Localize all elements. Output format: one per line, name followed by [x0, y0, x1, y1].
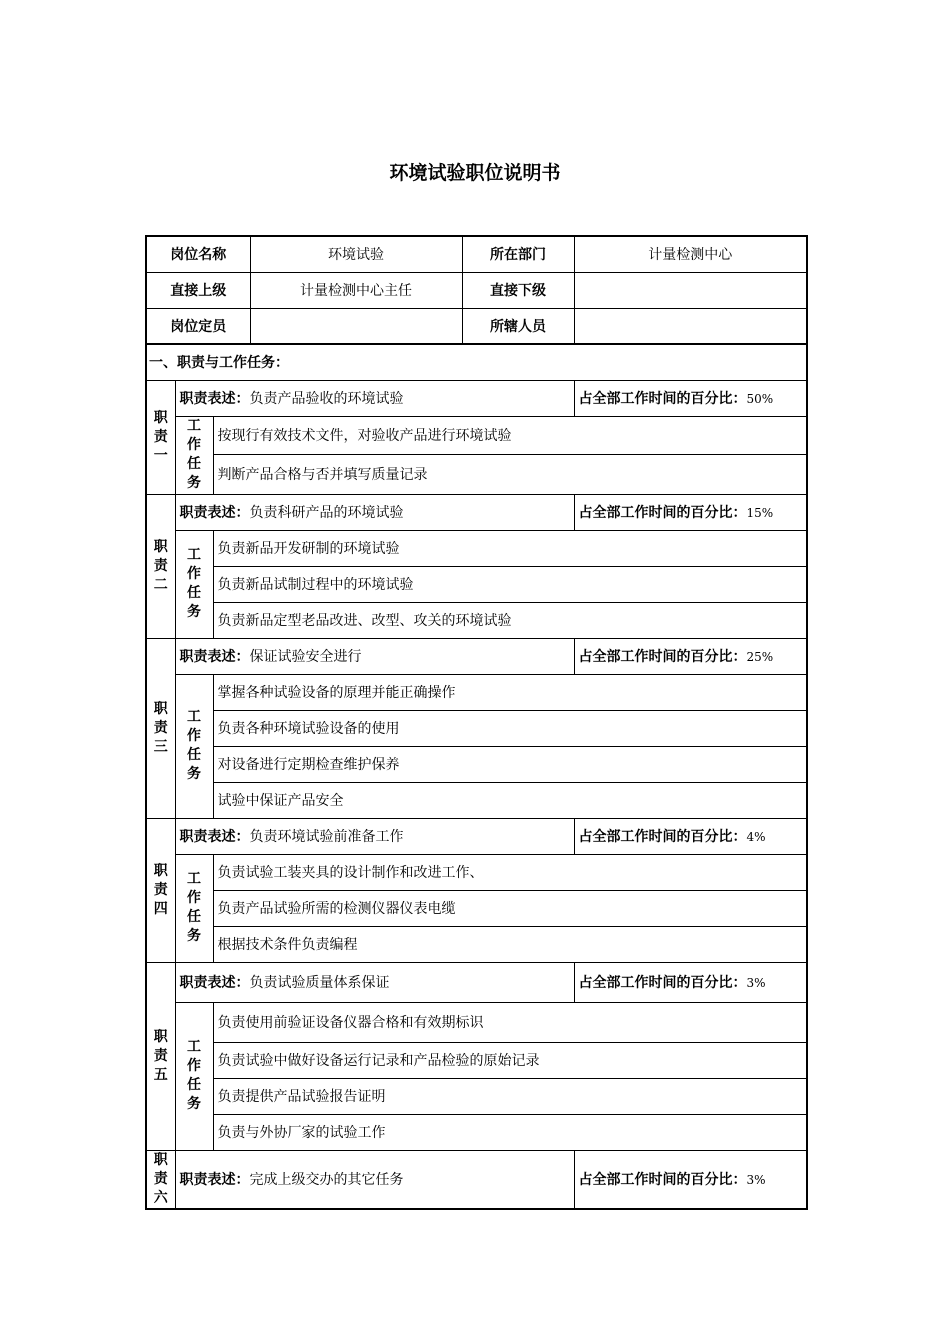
desc-label: 职责表述：: [179, 505, 250, 521]
task-row: [146, 1114, 807, 1150]
desc-text: 负责科研产品的环境试验: [249, 505, 404, 521]
job-description-table: [145, 235, 806, 1210]
task-row: [146, 674, 807, 710]
task-row: [146, 710, 807, 746]
duty-description: [175, 818, 574, 854]
pct-value: 50%: [746, 392, 774, 406]
duty-percentage: [574, 638, 807, 674]
desc-text: 完成上级交办的其它任务: [249, 1172, 404, 1188]
quota-label: 岗位定员: [146, 308, 250, 344]
duty-label: 职 责 四: [146, 818, 175, 962]
desc-label: 职责表述：: [179, 829, 250, 845]
pct-label: 占全部工作时间的百分比：: [578, 829, 747, 845]
section-row: [146, 344, 807, 380]
duty-desc-row: [146, 818, 807, 854]
pct-label: 占全部工作时间的百分比：: [578, 649, 747, 665]
subordinate-label: 直接下级: [462, 272, 574, 308]
duty-desc-row: [146, 962, 807, 1002]
document-title: 环境试验职位说明书: [389, 162, 561, 184]
desc-label: 职责表述：: [179, 1172, 250, 1188]
task-text: 负责试验工装夹具的设计制作和改进工作、: [213, 854, 807, 890]
task-row: [146, 416, 807, 454]
header-row-1: [146, 236, 807, 272]
task-row: [146, 566, 807, 602]
task-text: 负责使用前验证设备仪器合格和有效期标识: [213, 1002, 807, 1042]
pct-label: 占全部工作时间的百分比：: [578, 975, 747, 991]
task-row: [146, 854, 807, 890]
task-row: [146, 890, 807, 926]
task-text: 负责各种环境试验设备的使用: [213, 710, 807, 746]
task-row: [146, 1042, 807, 1078]
quota-value: [250, 308, 462, 344]
task-label: 工 作 任 务: [175, 1002, 213, 1150]
task-text: 根据技术条件负责编程: [213, 926, 807, 962]
header-row-3: [146, 308, 807, 344]
task-row: [146, 454, 807, 494]
task-row: [146, 602, 807, 638]
duty-percentage: [574, 494, 807, 530]
desc-label: 职责表述：: [179, 391, 250, 407]
duty-description: [175, 380, 574, 416]
dept-value: 计量检测中心: [574, 236, 807, 272]
pct-value: 25%: [746, 650, 774, 664]
duty-description: [175, 494, 574, 530]
duty-description: [175, 1150, 574, 1209]
task-label: 工 作 任 务: [175, 530, 213, 638]
task-row: [146, 926, 807, 962]
task-text: 负责新品开发研制的环境试验: [213, 530, 807, 566]
duty-label: 职 责 三: [146, 638, 175, 818]
task-label: 工 作 任 务: [175, 854, 213, 962]
duty-description: [175, 962, 574, 1002]
duty-label: 职 责 五: [146, 962, 175, 1150]
duty-percentage: [574, 962, 807, 1002]
task-text: 负责产品试验所需的检测仪器仪表电缆: [213, 890, 807, 926]
task-row: [146, 1002, 807, 1042]
task-text: 负责新品试制过程中的环境试验: [213, 566, 807, 602]
desc-text: 负责产品验收的环境试验: [249, 391, 404, 407]
task-row: [146, 1078, 807, 1114]
task-text: 掌握各种试验设备的原理并能正确操作: [213, 674, 807, 710]
duty-label: 职 责 一: [146, 380, 175, 494]
pct-label: 占全部工作时间的百分比：: [578, 1172, 747, 1188]
dept-label: 所在部门: [462, 236, 574, 272]
task-text: 对设备进行定期检查维护保养: [213, 746, 807, 782]
pct-value: 15%: [746, 506, 774, 520]
duty-label: 职 责 六: [146, 1150, 175, 1209]
staff-label: 所辖人员: [462, 308, 574, 344]
task-text: 负责试验中做好设备运行记录和产品检验的原始记录: [213, 1042, 807, 1078]
pos-name-label: 岗位名称: [146, 236, 250, 272]
duty-desc-row: [146, 494, 807, 530]
task-row: [146, 530, 807, 566]
task-text: 负责新品定型老品改进、改型、攻关的环境试验: [213, 602, 807, 638]
superior-value: 计量检测中心主任: [250, 272, 462, 308]
pct-label: 占全部工作时间的百分比：: [578, 505, 747, 521]
desc-text: 保证试验安全进行: [249, 649, 362, 665]
pos-name-value: 环境试验: [250, 236, 462, 272]
duty-desc-row: [146, 1150, 807, 1209]
section-title: 一、职责与工作任务：: [146, 344, 807, 380]
superior-label: 直接上级: [146, 272, 250, 308]
duty-desc-row: [146, 380, 807, 416]
task-text: 按现行有效技术文件，对验收产品进行环境试验: [213, 416, 807, 454]
task-text: 试验中保证产品安全: [213, 782, 807, 818]
staff-value: [574, 308, 807, 344]
duty-desc-row: [146, 638, 807, 674]
subordinate-value: [574, 272, 807, 308]
duty-percentage: [574, 380, 807, 416]
desc-text: 负责环境试验前准备工作: [249, 829, 404, 845]
duty-percentage: [574, 1150, 807, 1209]
task-row: [146, 746, 807, 782]
task-row: [146, 782, 807, 818]
header-row-2: [146, 272, 807, 308]
task-text: 负责提供产品试验报告证明: [213, 1078, 807, 1114]
pct-value: 4%: [746, 830, 766, 844]
desc-label: 职责表述：: [179, 649, 250, 665]
pct-value: 3%: [746, 976, 766, 990]
duty-label: 职 责 二: [146, 494, 175, 638]
task-text: 负责与外协厂家的试验工作: [213, 1114, 807, 1150]
task-label: 工 作 任 务: [175, 416, 213, 494]
task-text: 判断产品合格与否并填写质量记录: [213, 454, 807, 494]
pct-label: 占全部工作时间的百分比：: [578, 391, 747, 407]
pct-value: 3%: [746, 1173, 766, 1187]
duty-percentage: [574, 818, 807, 854]
desc-text: 负责试验质量体系保证: [249, 975, 390, 991]
desc-label: 职责表述：: [179, 975, 250, 991]
task-label: 工 作 任 务: [175, 674, 213, 818]
duty-description: [175, 638, 574, 674]
